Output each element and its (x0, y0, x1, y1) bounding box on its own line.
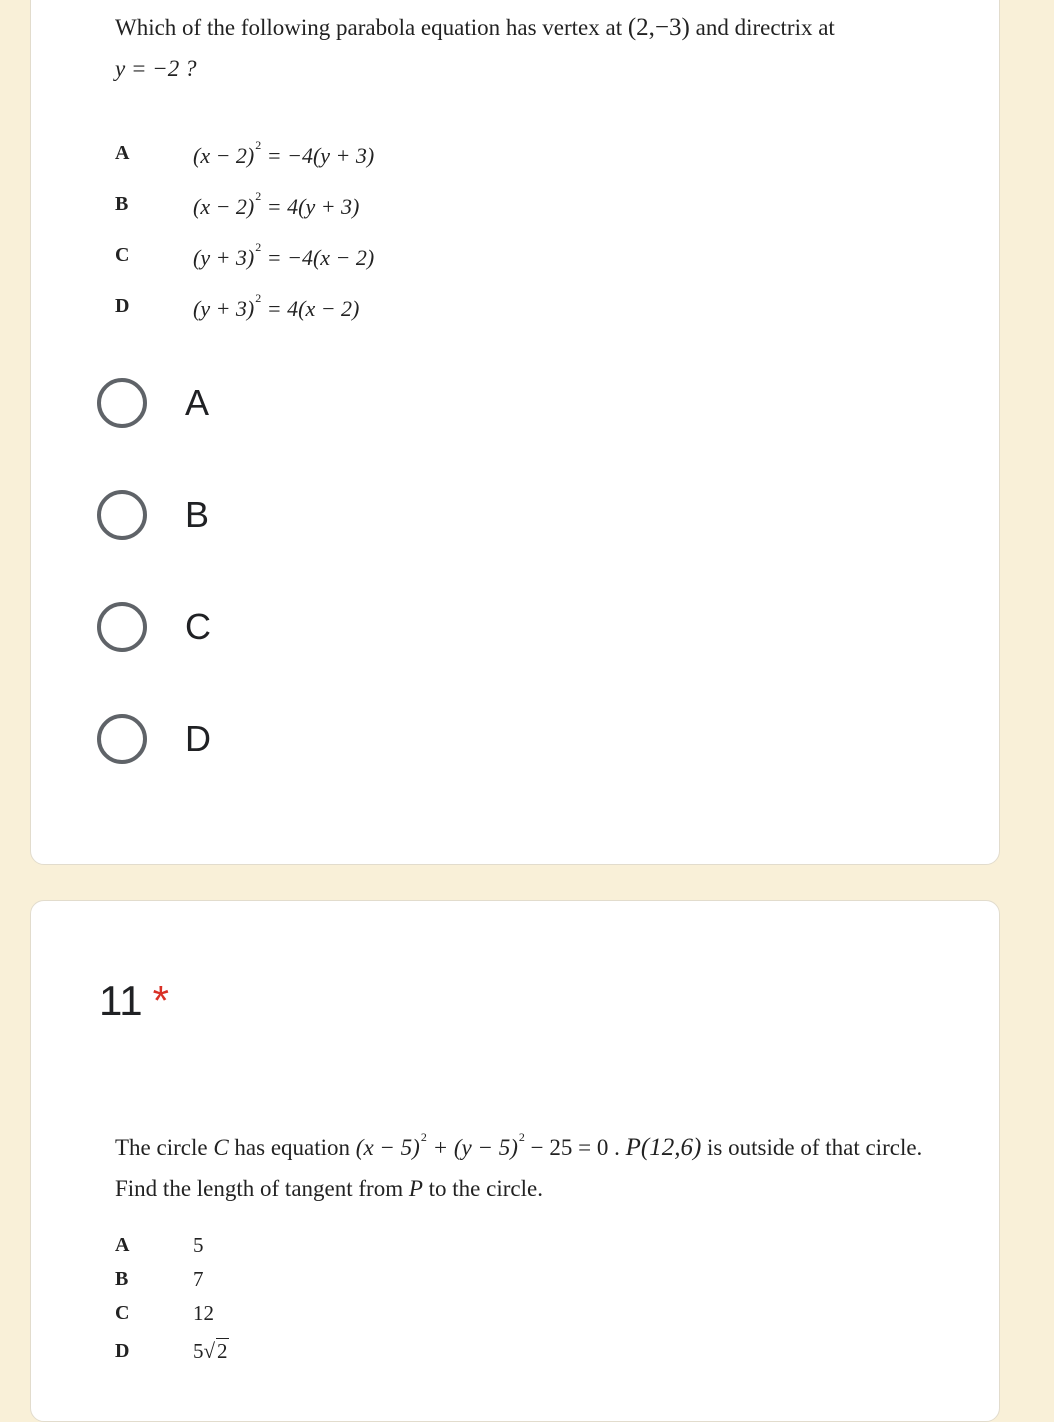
radio-button[interactable] (97, 714, 147, 764)
option-value: 5√2 (193, 1338, 228, 1363)
radio-button[interactable] (97, 490, 147, 540)
radio-label[interactable]: D (185, 718, 211, 759)
radio-button[interactable] (97, 378, 147, 428)
option-letter: A (115, 141, 130, 164)
required-asterisk: * (152, 977, 169, 1024)
option-row-c (115, 235, 374, 275)
sqrt-icon: √ (203, 1338, 216, 1363)
option-row-c (115, 1297, 214, 1329)
option-value: 7 (193, 1266, 204, 1291)
option-row-b (115, 184, 359, 224)
option-letter: C (115, 243, 130, 266)
option-row-b (115, 1263, 204, 1295)
option-expression: $(x - 2)^2 = -4(y + 3)$ (193, 137, 375, 168)
option-letter: A (115, 1233, 130, 1256)
question-number: 11 * (99, 977, 169, 1024)
radio-label[interactable]: A (185, 382, 210, 423)
question-11-card (30, 900, 1000, 1422)
option-letter: D (115, 294, 130, 317)
option-row-a (115, 1229, 204, 1261)
radio-choice-b[interactable] (97, 485, 209, 545)
option-row-d (115, 1335, 229, 1367)
option-expression: $(y + 3)^2 = 4(x - 2)$ (193, 290, 360, 321)
option-value: 5 (193, 1232, 204, 1257)
option-letter: C (115, 1301, 130, 1324)
option-letter: B (115, 1267, 129, 1290)
radio-choice-a[interactable] (97, 373, 209, 433)
option-row-a (115, 133, 374, 173)
radio-label[interactable]: C (185, 606, 211, 647)
option-letter: B (115, 192, 129, 215)
option-expression: $(y + 3)^2 = -4(x - 2)$ (193, 239, 375, 270)
radio-choice-d[interactable] (97, 709, 211, 769)
radio-choice-c[interactable] (97, 597, 211, 657)
radio-label[interactable]: B (185, 494, 210, 535)
circle-equation: $(x - 5)^2 + (y - 5)^2 - 25 = 0$ . (355, 1130, 620, 1160)
option-value: 12 (193, 1300, 214, 1325)
question-10-prompt: Which of the following parabola equation has vertex at (2,−3) and directrix at y = −2 ? (115, 14, 835, 81)
option-letter: D (115, 1339, 130, 1362)
question-11-prompt: The circle C has equation $(x - 5)^2 + (y - 5)^2 - 25 = 0$ . P(12,6) is outside of that circle. Find the length of tangent from P to the circle. (115, 1130, 923, 1201)
question-10-card (30, 0, 1000, 865)
option-row-d (115, 286, 359, 326)
option-expression: $(x - 2)^2 = 4(y + 3)$ (193, 188, 360, 219)
radio-button[interactable] (97, 602, 147, 652)
